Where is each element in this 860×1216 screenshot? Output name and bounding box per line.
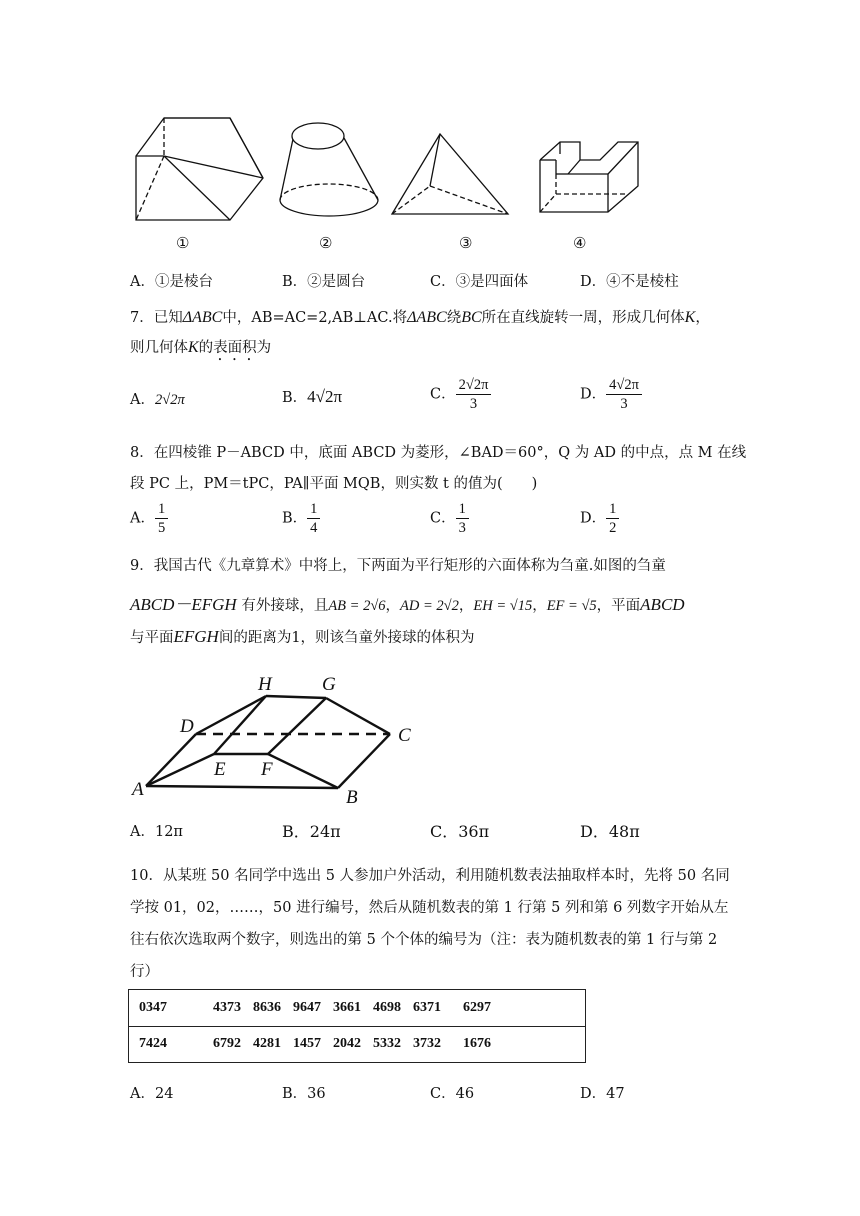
random-number-table <box>128 989 586 1063</box>
q8-option-a-label: A． <box>130 510 155 527</box>
q8-option-c-numerator: 1 <box>456 500 469 519</box>
q8-option-a[interactable] <box>130 500 168 537</box>
q8-stem-line1: 8．在四棱锥 P－ABCD 中，底面 ABCD 为菱形，∠BAD＝60°，Q 为 AD 的中点，点 M 在线 <box>130 445 747 461</box>
q9-ab-value: AB = 2√6 <box>328 598 386 614</box>
table-value: 7424 <box>139 1036 167 1052</box>
q7-mid2: 绕 <box>446 310 462 326</box>
q10-option-b[interactable]: B．36 <box>282 1086 326 1102</box>
q8-option-d-denominator: 2 <box>609 520 617 537</box>
table-value: 3732 <box>413 1036 441 1052</box>
table-value: 6792 <box>213 1036 241 1052</box>
q9-ef-value: EF = √5 <box>546 598 597 614</box>
table-value: 0347 <box>139 999 167 1015</box>
q9-label-G: G <box>322 674 336 695</box>
figure-4-label: ④ <box>573 234 587 252</box>
q8-option-a-denominator: 5 <box>157 520 166 537</box>
q7-option-b-value: 4√2π <box>307 387 343 406</box>
q10-stem-line1: 10．从某班 50 名同学中选出 5 人参加户外活动，利用随机数表法抽取样本时，先将 50 名同 <box>130 868 730 884</box>
q9-option-a[interactable]: A．12π <box>130 824 183 840</box>
table-cell <box>129 990 586 1027</box>
q9-text-c: 与平面 <box>130 630 174 646</box>
q7-option-c-fraction <box>456 376 492 413</box>
q7-option-a-value: 2√2π <box>154 392 185 408</box>
table-value: 6297 <box>463 999 491 1015</box>
q7-k2: K <box>188 339 199 356</box>
table-value: 4373 <box>213 999 241 1015</box>
q8-option-c-denominator: 3 <box>458 520 466 537</box>
q6-option-b[interactable]: B．②是圆台 <box>282 274 366 290</box>
q9-label-E: E <box>214 759 226 780</box>
table-value: 1676 <box>463 1036 491 1052</box>
q9-label-A: A <box>132 779 144 800</box>
q9-label-H: H <box>258 674 272 695</box>
q8-stem-line2: 段 PC 上，PM＝tPC，PA∥平面 MQB，则实数 t 的值为( ) <box>130 476 538 492</box>
q8-option-c[interactable] <box>430 500 469 537</box>
q8-option-c-fraction <box>456 500 469 537</box>
q10-stem-line2: 学按 01，02，……，50 进行编号，然后从随机数表的第 1 行第 5 列和第 6 列数字开始从左 <box>130 900 729 916</box>
q7-triangle-1: ΔABC <box>182 309 223 326</box>
figure-2-solid <box>280 123 378 216</box>
q7-option-b[interactable] <box>282 386 342 407</box>
q9-sep-1: ， <box>385 598 401 614</box>
q8-option-a-fraction <box>155 500 168 537</box>
q8-option-b[interactable] <box>282 500 320 537</box>
q6-option-a[interactable]: A．①是棱台 <box>130 274 213 290</box>
q7-option-c-numerator: 2√2π <box>456 376 492 395</box>
q9-ad-value: AD = 2√2 <box>400 598 459 614</box>
figure-3-label: ③ <box>459 234 473 252</box>
figure-1-label: ① <box>176 234 190 252</box>
q7-prefix: 7．已知 <box>130 310 183 326</box>
q9-stem-line1: 9．我国古代《九章算术》中将上，下两面为平行矩形的六面体称为刍童.如图的刍童 <box>130 558 666 574</box>
q9-figure <box>128 670 428 810</box>
q9-option-c[interactable]: C．36π <box>430 822 490 841</box>
q7-comma: ， <box>695 310 710 326</box>
q7-option-a-label: A． <box>130 392 155 408</box>
table-value: 3661 <box>333 999 361 1015</box>
q6-option-d[interactable]: D．④不是棱柱 <box>580 274 679 290</box>
q8-option-d[interactable] <box>580 500 619 537</box>
q7-option-d-label: D． <box>580 386 607 403</box>
q10-stem-line4: 行） <box>130 964 159 980</box>
q7-option-d-denominator: 3 <box>620 396 628 413</box>
q9-text-a: 有外接球，且 <box>241 598 329 614</box>
q7-post: 所在直线旋转一周，形成几何体 <box>481 310 685 326</box>
table-row <box>129 990 586 1027</box>
q9-text-b: ，平面 <box>596 598 641 614</box>
q7-line2-pre: 则几何体 <box>130 340 188 356</box>
table-value: 4698 <box>373 999 401 1015</box>
q9-stem-line2 <box>130 590 685 615</box>
q8-option-a-numerator: 1 <box>155 500 168 519</box>
q8-option-b-denominator: 4 <box>310 520 318 537</box>
q8-option-c-label: C． <box>430 510 456 527</box>
q9-stem-line3 <box>130 626 475 647</box>
q8-option-b-label: B． <box>282 510 308 527</box>
q9-eh-value: EH = √15 <box>473 598 533 614</box>
table-value: 9647 <box>293 999 321 1015</box>
q9-option-b[interactable]: B．24π <box>282 822 341 841</box>
q7-option-d[interactable] <box>580 376 642 413</box>
figure-3-solid <box>392 134 508 214</box>
q9-label-B: B <box>346 787 358 808</box>
q7-option-d-numerator: 4√2π <box>606 376 642 395</box>
q7-emphasis: 表面积 <box>213 340 257 356</box>
q9-sep-3: ， <box>532 598 547 614</box>
q9-label-D: D <box>180 716 194 737</box>
q9-plane-efgh: EFGH <box>173 627 219 646</box>
table-value: 4281 <box>253 1036 281 1052</box>
q10-option-a[interactable]: A．24 <box>130 1086 174 1102</box>
q10-stem-line3: 往右依次选取两个数字，则选出的第 5 个个体的编号为（注：表为随机数表的第 1 行与第 2 <box>130 932 718 948</box>
table-row <box>129 1026 586 1063</box>
q9-option-d[interactable]: D．48π <box>580 822 640 841</box>
q7-stem-line1 <box>130 306 710 327</box>
q8-option-b-fraction <box>307 500 320 537</box>
q7-option-b-label: B． <box>282 390 308 406</box>
figure-4-solid <box>540 142 638 212</box>
q7-stem-line2 <box>130 336 271 364</box>
q7-option-a[interactable] <box>130 388 185 409</box>
q7-line2-mid: 的 <box>198 340 214 356</box>
q7-line2-post: 为 <box>256 340 272 356</box>
q10-option-c[interactable]: C．46 <box>430 1086 475 1102</box>
q7-bc: BC <box>461 309 482 326</box>
q9-label-C: C <box>398 725 411 746</box>
q9-solid-name: ABCD－EFGH <box>130 595 237 614</box>
table-value: 8636 <box>253 999 281 1015</box>
figure-1-solid <box>136 118 263 220</box>
q7-option-d-fraction <box>606 376 642 413</box>
table-cell <box>129 1026 586 1063</box>
q9-label-F: F <box>261 759 273 780</box>
table-value: 6371 <box>413 999 441 1015</box>
q9-sep-2: ， <box>458 598 474 614</box>
q9-text-d: 间的距离为1，则该刍童外接球的体积为 <box>218 630 475 646</box>
q8-option-b-numerator: 1 <box>307 500 320 519</box>
table-value: 2042 <box>333 1036 361 1052</box>
q7-k1: K <box>684 309 696 326</box>
q7-mid: 中，AB=AC=2,AB⊥AC.将 <box>222 310 408 326</box>
q8-option-d-fraction <box>606 500 619 537</box>
q9-plane-abcd: ABCD <box>640 595 685 614</box>
figure-2-label: ② <box>319 234 333 252</box>
q8-option-d-numerator: 1 <box>606 500 619 519</box>
q7-triangle-2: ΔABC <box>407 309 447 326</box>
q7-option-c[interactable] <box>430 376 491 413</box>
q10-option-d[interactable]: D．47 <box>580 1086 625 1102</box>
q7-option-c-denominator: 3 <box>469 396 478 413</box>
q6-option-c[interactable]: C．③是四面体 <box>430 274 529 290</box>
table-value: 5332 <box>373 1036 401 1052</box>
q7-option-c-label: C． <box>430 386 456 403</box>
table-value: 1457 <box>293 1036 321 1052</box>
q8-option-d-label: D． <box>580 510 607 527</box>
